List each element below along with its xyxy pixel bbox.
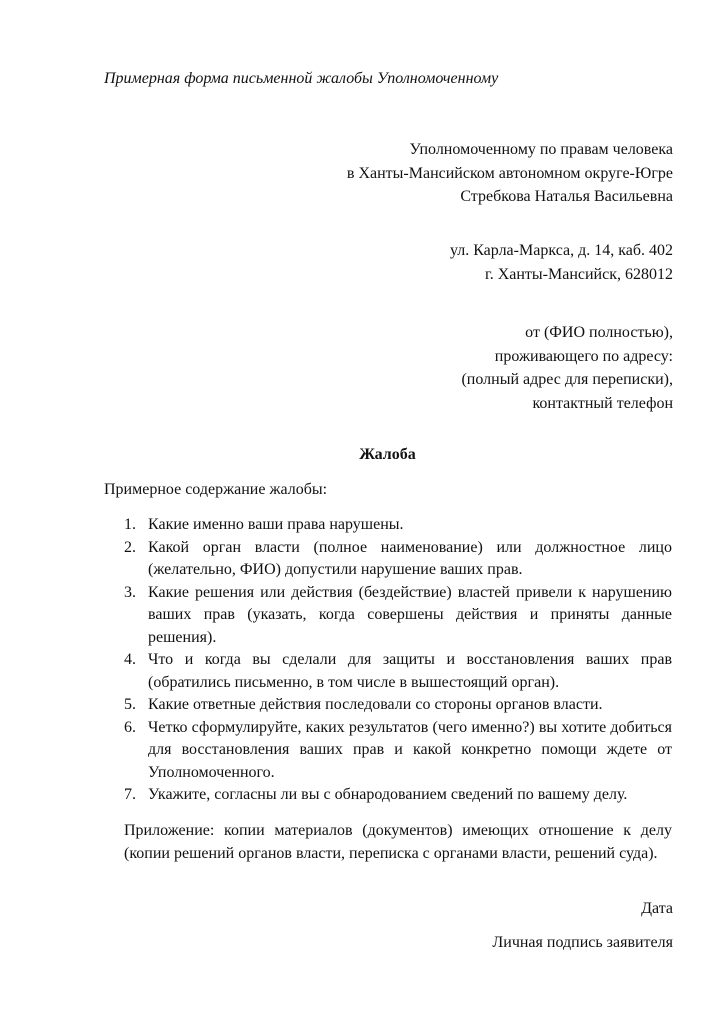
item-number: 1. — [124, 516, 136, 533]
item-number: 7. — [124, 786, 136, 803]
address-line: ул. Карла-Маркса, д. 14, каб. 402 — [449, 242, 673, 259]
item-text: Какие решения или действия (бездействие) властей привели к нарушению ваших прав (указать, когда совершены действия и приняты данные решения). — [148, 583, 672, 646]
item-number: 4. — [124, 651, 136, 668]
addressee-line: в Ханты-Мансийском автономном округе-Югре — [346, 164, 673, 182]
sender-line: (полный адрес для переписки), — [461, 371, 673, 388]
item-text: Какой орган власти (полное наименование) или должностное лицо (желательно, ФИО) допустили нарушение ваших прав. — [148, 538, 672, 578]
date-label: Дата — [641, 900, 673, 917]
sender-line: контактный телефон — [532, 394, 673, 412]
item-number: 6. — [124, 718, 136, 736]
addressee-block — [347, 138, 673, 209]
address-block — [450, 239, 673, 286]
sender-line: проживающего по адресу: — [494, 347, 673, 365]
addressee-line: Уполномоченному по правам человека — [409, 141, 673, 158]
list-item — [124, 649, 672, 694]
item-text: Какие ответные действия последовали со стороны органов власти. — [148, 696, 603, 713]
document-title: Примерная форма письменной жалобы Уполномоченному — [104, 70, 499, 87]
item-text: Четко сформулируйте, каких результатов (чего именно?) вы хотите добиться для восстановления ваших прав и какой конкретно помощи ждете от Уполномоченного. — [148, 718, 672, 781]
appendix-text: Приложение: копии материалов (документов) имеющих отношение к делу (копии решений органов власти, переписка с органами власти, решений суда). — [124, 822, 672, 862]
item-text: Что и когда вы сделали для защиты и восстановления ваших прав (обратились письменно, в том числе в вышестоящий орган). — [148, 651, 672, 691]
item-number: 2. — [124, 538, 136, 556]
sender-block — [461, 321, 673, 415]
item-number: 5. — [124, 696, 136, 713]
item-text: Какие именно ваши права нарушены. — [148, 516, 404, 533]
item-text: Укажите, согласны ли вы с обнародованием сведений по вашему делу. — [148, 786, 628, 803]
list-item — [124, 537, 672, 582]
addressee-line: Стребкова Наталья Васильевна — [460, 188, 673, 205]
complaint-items-list — [124, 514, 672, 807]
item-number: 3. — [124, 583, 136, 601]
intro-text: Примерное содержание жалобы: — [104, 481, 328, 498]
list-item — [124, 784, 672, 807]
signature-label: Личная подпись заявителя — [492, 934, 673, 951]
complaint-heading: Жалоба — [359, 446, 416, 463]
list-item — [124, 582, 672, 650]
sender-line: от (ФИО полностью), — [525, 324, 673, 341]
address-line: г. Ханты-Мансийск, 628012 — [484, 265, 673, 283]
list-item — [124, 514, 672, 537]
list-item — [124, 717, 672, 785]
list-item — [124, 694, 672, 717]
